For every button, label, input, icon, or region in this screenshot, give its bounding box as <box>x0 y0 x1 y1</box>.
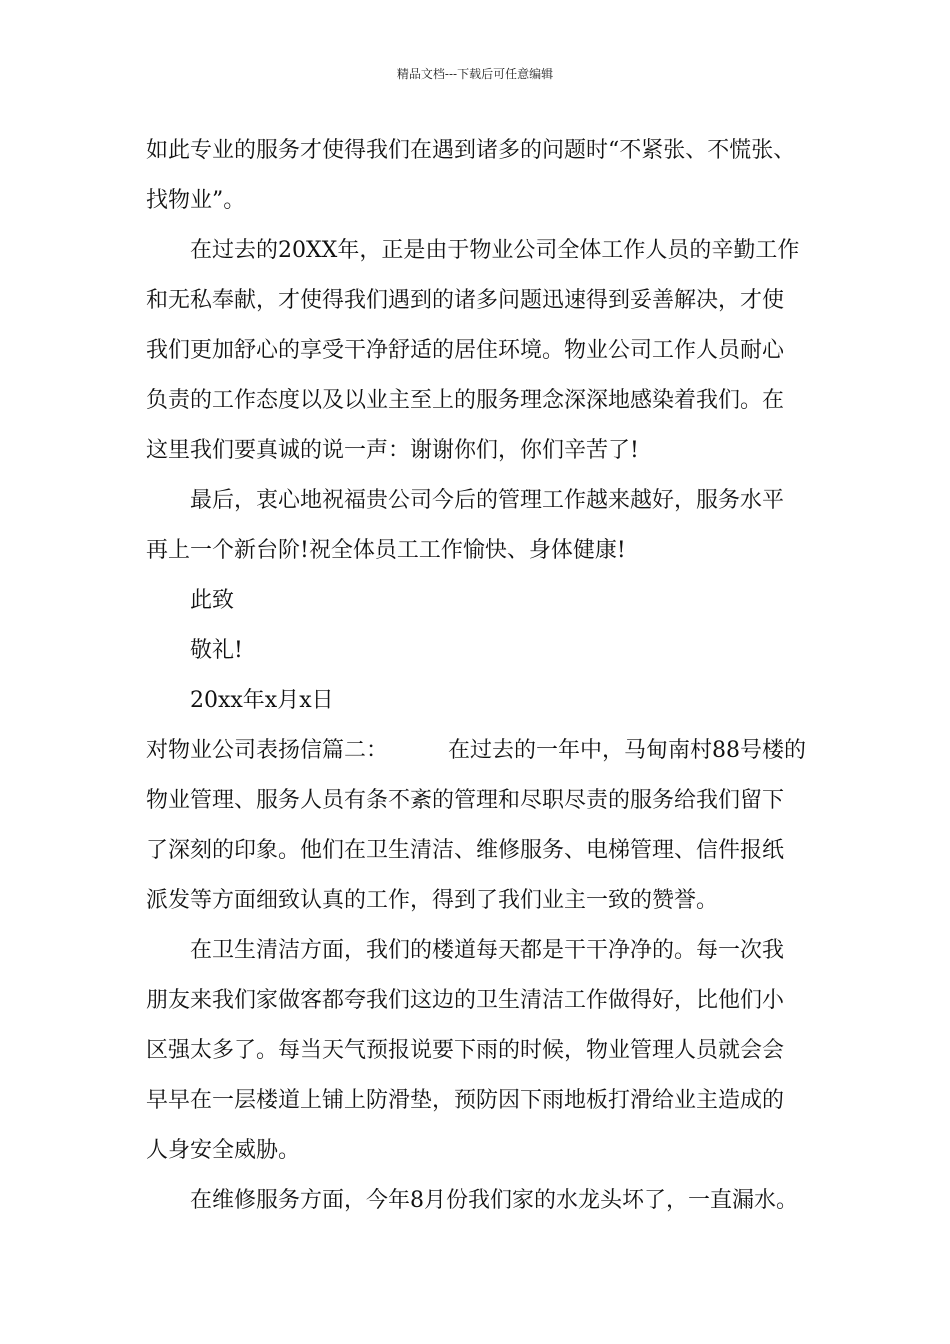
text-line: 再上一个新台阶!祝全体员工工作愉快、身体健康! <box>146 538 626 563</box>
closing-salutation: 此致 <box>190 588 235 613</box>
text-line: 早早在一层楼道上铺上防滑垫，预防因下雨地板打滑给业主造成的 <box>146 1088 785 1113</box>
text-line: 如此专业的服务才使得我们在遇到诸多的问题时“不紧张、不慌张、 <box>146 138 796 163</box>
text-line: 找物业”。 <box>146 188 246 213</box>
paragraph-start: 在过去的20XX年，正是由于物业公司全体工作人员的辛勤工作 <box>190 238 800 263</box>
text-line: 和无私奉献，才使得我们遇到的诸多问题迅速得到妥善解决，才使 <box>146 288 785 313</box>
section-heading: 对物业公司表扬信篇二： <box>146 738 389 763</box>
page-header: 精品文档---下载后可任意编辑 <box>396 67 554 81</box>
paragraph-start: 在卫生清洁方面，我们的楼道每天都是干干净净的。每一次我 <box>190 938 785 963</box>
text-line: 我们更加舒心的享受干净舒适的居住环境。物业公司工作人员耐心 <box>146 338 785 363</box>
section-first-text: 在过去的一年中，马甸南村88号楼的 <box>448 738 807 763</box>
letter-date: 20xx年x月x日 <box>190 688 334 713</box>
section-heading-line <box>146 726 836 776</box>
text-line: 这里我们要真诚的说一声：谢谢你们，你们辛苦了! <box>146 438 639 463</box>
text-line: 物业管理、服务人员有条不紊的管理和尽职尽责的服务给我们留下 <box>146 788 785 813</box>
text-line: 人身安全威胁。 <box>146 1138 301 1163</box>
text-line: 派发等方面细致认真的工作，得到了我们业主一致的赞誉。 <box>146 888 719 913</box>
document-body <box>146 126 836 1226</box>
text-line: 了深刻的印象。他们在卫生清洁、维修服务、电梯管理、信件报纸 <box>146 838 785 863</box>
paragraph-start: 最后，衷心地祝福贵公司今后的管理工作越来越好，服务水平 <box>190 488 785 513</box>
text-line: 负责的工作态度以及以业主至上的服务理念深深地感染着我们。在 <box>146 388 785 413</box>
text-line: 区强太多了。每当天气预报说要下雨的时候，物业管理人员就会会 <box>146 1038 785 1063</box>
paragraph-start: 在维修服务方面，今年8月份我们家的水龙头坏了，一直漏水。 <box>190 1188 798 1213</box>
text-line: 朋友来我们家做客都夸我们这边的卫生清洁工作做得好，比他们小 <box>146 988 785 1013</box>
closing-regards: 敬礼! <box>190 638 243 663</box>
